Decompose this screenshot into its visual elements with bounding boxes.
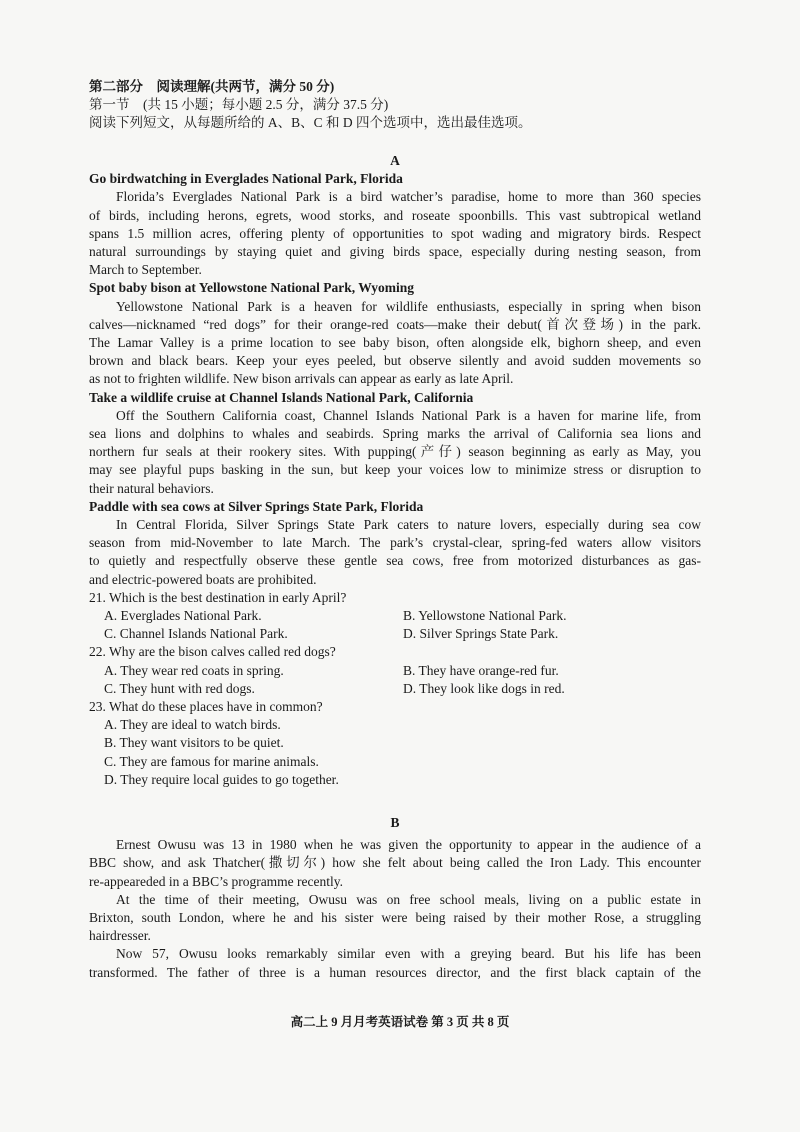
- passage-a: [89, 152, 701, 789]
- section-title: Take a wildlife cruise at Channel Islands National Park, California: [89, 389, 474, 405]
- option-d: D. They require local guides to go together.: [104, 771, 339, 787]
- paragraph-line: sea lions and dolphins to whales and seabirds. Spring marks the arrival of California sea lions and: [89, 426, 701, 442]
- paragraph-line: Ernest Owusu was 13 in 1980 when he was given the opportunity to appear in the audience of a: [116, 837, 701, 853]
- paragraph-line: hairdresser.: [89, 928, 151, 944]
- option-a: A. Everglades National Park.: [104, 608, 262, 624]
- section-title: Go birdwatching in Everglades National Park, Florida: [89, 171, 403, 187]
- paragraph-line: The Lamar Valley is a prime location to see baby bison, often alongside elk, bighorn sheep, and even: [89, 335, 701, 351]
- option-a: A. They wear red coats in spring.: [104, 662, 284, 678]
- option-c: C. They are famous for marine animals.: [104, 753, 319, 769]
- question-21-options-row-2: [89, 625, 701, 643]
- passage-a-label: A: [390, 153, 400, 168]
- passage-b: [89, 814, 701, 982]
- option-c: C. They hunt with red dogs.: [104, 680, 255, 696]
- paragraph-line: as not to frighten wildlife. New bison arrivals can appear as early as late April.: [89, 371, 514, 387]
- option-d: D. Silver Springs State Park.: [403, 626, 559, 642]
- paragraph-line: re-appeareded in a BBC’s programme recently.: [89, 873, 344, 889]
- paragraph-line: spans 1.5 million acres, offering plenty of opportunities to spot wading and migratory birds. Respect: [89, 225, 701, 241]
- section-title: Spot baby bison at Yellowstone National Park, Wyoming: [89, 280, 415, 296]
- option-b: B. They have orange-red fur.: [403, 662, 559, 678]
- paragraph-line: At the time of their meeting, Owusu was on free school meals, living on a public estate in: [116, 891, 701, 907]
- paragraph-line: of birds, including herons, egrets, wood storks, and roseate spoonbills. This vast subtropical wetland: [89, 207, 701, 223]
- option-b: B. Yellowstone National Park.: [403, 608, 567, 624]
- paragraph-line: Brixton, south London, where he and his sister were being raised by their mother Rose, a struggling: [89, 910, 701, 926]
- question-21: 21. Which is the best destination in early April?: [89, 589, 347, 605]
- paragraph-line: their natural behaviors.: [89, 480, 214, 496]
- passage-b-label: B: [390, 815, 400, 830]
- instructions: 阅读下列短文，从每题所给的 A、B、C 和 D 四个选项中，选出最佳选项。: [89, 115, 532, 131]
- paragraph-line: BBC show, and ask Thatcher(撒切尔) how she felt about being called the Iron Lady. This encounter: [89, 855, 701, 871]
- paragraph-line: Off the Southern California coast, Channel Islands National Park is a haven for marine life, from: [116, 407, 701, 423]
- paragraph-line: Florida’s Everglades National Park is a bird watcher’s paradise, home to more than 360 species: [116, 189, 701, 205]
- section-title: Paddle with sea cows at Silver Springs State Park, Florida: [89, 498, 424, 514]
- paragraph-line: natural surroundings by staying quiet and giving birds space, especially during nesting season, from: [89, 244, 701, 260]
- question-22-options-row-1: [89, 662, 701, 680]
- paragraph-line: Now 57, Owusu looks remarkably similar even with a greying beard. But his life has been: [116, 946, 701, 962]
- paragraph-line: season from mid-November to late March. The park’s crystal-clear, spring-fed waters allow visitors: [89, 535, 701, 551]
- exam-header: [89, 78, 701, 133]
- paragraph-line: March to September.: [89, 262, 202, 278]
- option-c: C. Channel Islands National Park.: [104, 626, 288, 642]
- question-21-options-row-1: [89, 607, 701, 625]
- question-22-options-row-2: [89, 680, 701, 698]
- section-heading: 第一节 (共 15 小题；每小题 2.5 分，满分 37.5 分): [89, 97, 389, 113]
- question-23: 23. What do these places have in common?: [89, 699, 323, 715]
- paragraph-line: and electric-powered boats are prohibited.: [89, 571, 317, 587]
- paragraph-line: to quietly and respectfully observe these gentle sea cows, free from motorized disturbances as gas-: [89, 553, 701, 569]
- paragraph-line: Yellowstone National Park is a heaven for wildlife enthusiasts, especially in spring when bison: [116, 298, 701, 314]
- paragraph-line: transformed. The father of three is a human resources director, and the first black captain of the: [89, 964, 701, 980]
- paragraph-line: In Central Florida, Silver Springs State Park caters to nature lovers, especially during sea cow: [116, 517, 701, 533]
- paragraph-line: calves—nicknamed “red dogs” for their orange-red coats—make their debut(首次登场) in the park.: [89, 316, 701, 332]
- option-b: B. They want visitors to be quiet.: [104, 735, 284, 751]
- paragraph-line: brown and black bears. Keep your eyes peeled, but observe silently and avoid sudden movements so: [89, 353, 701, 369]
- paragraph-line: may see playful pups basking in the sun, but keep your voices low to minimize stress or disruption to: [89, 462, 701, 478]
- question-22: 22. Why are the bison calves called red dogs?: [89, 644, 336, 660]
- option-a: A. They are ideal to watch birds.: [104, 717, 281, 733]
- part-heading: 第二部分 阅读理解(共两节，满分 50 分): [89, 79, 335, 94]
- option-d: D. They look like dogs in red.: [403, 680, 565, 696]
- page-footer: 高二上 9 月月考英语试卷 第 3 页 共 8 页: [290, 1015, 510, 1029]
- paragraph-line: northern fur seals at their rookery sites. With pupping(产仔) season beginning as early as May, you: [89, 444, 701, 460]
